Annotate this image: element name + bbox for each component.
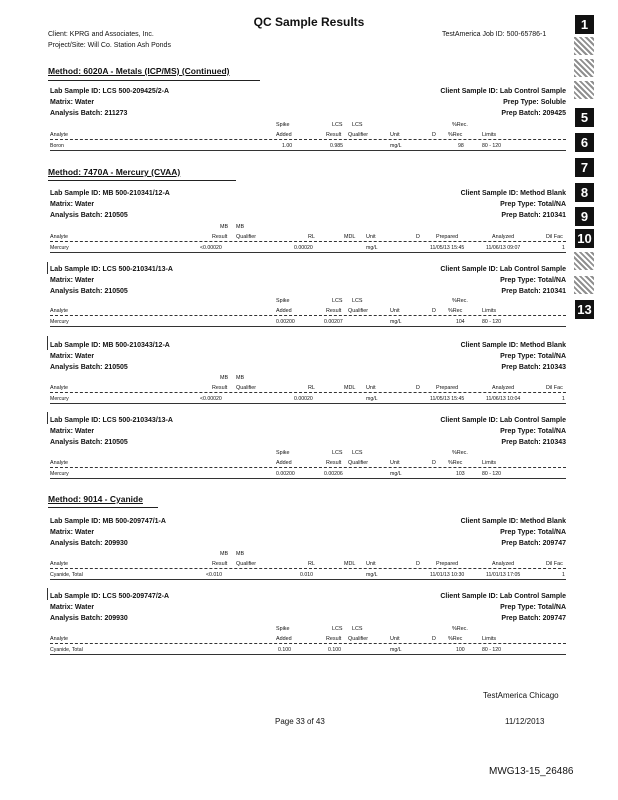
table-row-result: <0.010 (206, 572, 223, 578)
col-added: Added (276, 636, 292, 642)
prep-batch: Prep Batch: 209425 (501, 110, 566, 117)
col-mb: MB (220, 375, 229, 381)
col-analyte: Analyte (50, 132, 68, 138)
col-rec: %Rec (448, 132, 463, 138)
col-rl: RL (308, 561, 315, 567)
col-rec: %Rec (448, 308, 463, 314)
col-limits: Limits (482, 132, 497, 138)
col-spike: Spike (276, 298, 290, 304)
col-result: Result (326, 460, 342, 466)
client-name: Client: KPRG and Associates, Inc. (48, 31, 154, 38)
col-qualifier: Qualifier (348, 636, 369, 642)
analysis-batch: Analysis Batch: 211273 (50, 110, 128, 117)
col-analyte: Analyte (50, 636, 68, 642)
table-row-rec: 103 (456, 471, 465, 477)
method-rule (48, 80, 260, 81)
col-unit: Unit (390, 308, 400, 314)
table-row-dilfac: 1 (562, 396, 565, 402)
col-spike: Spike (276, 122, 290, 128)
col-result: Result (326, 308, 342, 314)
table-row-prepared: 11/01/13 10:30 (430, 572, 465, 578)
col-dilfac: Dil Fac (546, 385, 563, 391)
col-mb: MB (220, 551, 229, 557)
table-row-analyte: Mercury (50, 319, 69, 325)
table-row-rl: 0.00020 (294, 245, 313, 251)
table-row-analyte: Mercury (50, 471, 69, 477)
method-heading-9014: Method: 9014 - Cyanide (48, 494, 143, 504)
col-analyte: Analyte (50, 308, 68, 314)
prep-type: Prep Type: Soluble (503, 99, 566, 106)
matrix: Matrix: Water (50, 529, 95, 536)
col-dilfac: Dil Fac (546, 234, 563, 240)
col-rec-header: %Rec. (452, 626, 468, 632)
method-rule (48, 180, 236, 181)
col-qualifier: Qualifier (236, 561, 257, 567)
col-limits: Limits (482, 460, 497, 466)
col-added: Added (276, 460, 292, 466)
prep-batch: Prep Batch: 210341 (501, 212, 566, 219)
col-qualifier: Qualifier (348, 132, 369, 138)
matrix: Matrix: Water (50, 604, 95, 611)
col-qualifier: Qualifier (236, 385, 257, 391)
client-sample-id: Client Sample ID: Lab Control Sample (440, 417, 566, 424)
col-prepared: Prepared (436, 385, 459, 391)
col-d: D (416, 234, 420, 240)
table-row-analyzed: 11/06/13 10:04 (486, 396, 521, 402)
prep-batch: Prep Batch: 209747 (501, 540, 566, 547)
table-row-analyte: Cyanide, Total (50, 572, 83, 578)
matrix: Matrix: Water (50, 428, 95, 435)
analysis-batch: Analysis Batch: 209930 (50, 540, 128, 547)
col-unit: Unit (390, 636, 400, 642)
col-qualifier: Qualifier (348, 460, 369, 466)
matrix: Matrix: Water (50, 277, 95, 284)
col-prepared: Prepared (436, 234, 459, 240)
col-analyzed: Analyzed (492, 385, 515, 391)
matrix: Matrix: Water (50, 99, 95, 106)
table-row-prepared: 11/05/13 15:45 (430, 245, 465, 251)
footer-date: 11/12/2013 (505, 717, 545, 726)
col-lcs: LCS (332, 626, 343, 632)
table-row-analyzed: 11/01/13 17:05 (486, 572, 521, 578)
analysis-batch: Analysis Batch: 210505 (50, 439, 128, 446)
section-tab-7[interactable]: 7 (575, 158, 594, 177)
col-lcs: LCS (332, 122, 343, 128)
matrix: Matrix: Water (50, 201, 95, 208)
prep-type: Prep Type: Total/NA (500, 353, 566, 360)
col-analyte: Analyte (50, 460, 68, 466)
col-rl: RL (308, 234, 315, 240)
table-row-limits: 80 - 120 (482, 143, 502, 149)
col-dilfac: Dil Fac (546, 561, 563, 567)
col-analyte: Analyte (50, 561, 68, 567)
prep-type: Prep Type: Total/NA (500, 529, 566, 536)
section-tab-3 (574, 59, 594, 77)
col-rl: RL (308, 385, 315, 391)
job-id: TestAmerica Job ID: 500-65786-1 (442, 31, 547, 38)
client-sample-id: Client Sample ID: Method Blank (460, 518, 566, 525)
table-row-result: <0.00020 (200, 396, 222, 402)
col-mdl: MDL (344, 561, 356, 567)
lab-sample-id: Lab Sample ID: LCS 500-210343/13-A (50, 417, 173, 424)
col-limits: Limits (482, 308, 497, 314)
col-rec: %Rec (448, 636, 463, 642)
prep-type: Prep Type: Total/NA (500, 201, 566, 208)
prep-type: Prep Type: Total/NA (500, 428, 566, 435)
lab-sample-id: Lab Sample ID: MB 500-210341/12-A (50, 190, 170, 197)
col-result: Result (212, 234, 228, 240)
client-sample-id: Client Sample ID: Lab Control Sample (440, 593, 566, 600)
col-lcs-2: LCS (352, 298, 363, 304)
table-row-rl: 0.00020 (294, 396, 313, 402)
col-mb-2: MB (236, 224, 245, 230)
table-row-rl: 0.010 (300, 572, 313, 578)
section-tab-2 (574, 37, 594, 55)
col-mdl: MDL (344, 234, 356, 240)
col-mb-2: MB (236, 551, 245, 557)
table-row-analyte: Mercury (50, 245, 69, 251)
table-row-rec: 100 (456, 647, 465, 653)
col-lcs-2: LCS (352, 626, 363, 632)
table-row-spike: 0.100 (278, 647, 291, 653)
table-row-spike: 0.00200 (276, 471, 295, 477)
method-heading-7470a: Method: 7470A - Mercury (CVAA) (48, 167, 181, 177)
section-tab-8[interactable]: 8 (575, 183, 594, 202)
footer-lab: TestAmerica Chicago (483, 691, 559, 700)
table-row-prepared: 11/05/13 15:45 (430, 396, 465, 402)
col-result: Result (326, 636, 342, 642)
col-spike: Spike (276, 626, 290, 632)
col-limits: Limits (482, 636, 497, 642)
table-row-result: 0.985 (330, 143, 343, 149)
section-tab-11 (574, 252, 594, 270)
section-tab-4 (574, 81, 594, 99)
col-mb-2: MB (236, 375, 245, 381)
col-d: D (432, 308, 436, 314)
table-row-result: <0.00020 (200, 245, 222, 251)
col-d: D (416, 561, 420, 567)
table-row-analyzed: 11/06/13 09:07 (486, 245, 521, 251)
col-rec: %Rec (448, 460, 463, 466)
section-tab-9[interactable]: 9 (575, 207, 594, 226)
col-d: D (416, 385, 420, 391)
col-spike: Spike (276, 450, 290, 456)
col-lcs: LCS (332, 298, 343, 304)
lab-sample-id: Lab Sample ID: LCS 500-209425/2-A (50, 88, 170, 95)
client-sample-id: Client Sample ID: Method Blank (460, 342, 566, 349)
prep-type: Prep Type: Total/NA (500, 277, 566, 284)
table-row-rec: 104 (456, 319, 465, 325)
col-added: Added (276, 308, 292, 314)
table-row-unit: mg/L (390, 319, 402, 325)
prep-type: Prep Type: Total/NA (500, 604, 566, 611)
table-row-result: 0.00207 (324, 319, 343, 325)
page-number: Page 33 of 43 (275, 717, 325, 726)
col-rec-header: %Rec. (452, 298, 468, 304)
analysis-batch: Analysis Batch: 209930 (50, 615, 128, 622)
table-row-unit: mg/L (390, 143, 402, 149)
lab-sample-id: Lab Sample ID: LCS 500-210341/13-A (50, 266, 173, 273)
col-d: D (432, 636, 436, 642)
prep-batch: Prep Batch: 210343 (501, 439, 566, 446)
table-row-unit: mg/L (390, 471, 402, 477)
lab-sample-id: Lab Sample ID: MB 500-209747/1-A (50, 518, 166, 525)
table-row-dilfac: 1 (562, 245, 565, 251)
table-row-spike: 1.00 (282, 143, 293, 149)
col-qualifier: Qualifier (236, 234, 257, 240)
client-sample-id: Client Sample ID: Lab Control Sample (440, 88, 566, 95)
col-d: D (432, 132, 436, 138)
col-rec-header: %Rec. (452, 450, 468, 456)
table-row-rec: 98 (458, 143, 464, 149)
table-row-spike: 0.00200 (276, 319, 295, 325)
col-lcs-2: LCS (352, 122, 363, 128)
lab-sample-id: Lab Sample ID: LCS 500-209747/2-A (50, 593, 170, 600)
client-sample-id: Client Sample ID: Lab Control Sample (440, 266, 566, 273)
project-site: Project/Site: Will Co. Station Ash Ponds (48, 42, 171, 49)
col-analyzed: Analyzed (492, 561, 515, 567)
prep-batch: Prep Batch: 209747 (501, 615, 566, 622)
section-tab-12 (574, 276, 594, 294)
col-lcs-2: LCS (352, 450, 363, 456)
table-row-limits: 80 - 120 (482, 647, 502, 653)
col-prepared: Prepared (436, 561, 459, 567)
col-analyzed: Analyzed (492, 234, 515, 240)
col-unit: Unit (366, 385, 376, 391)
col-unit: Unit (366, 561, 376, 567)
matrix: Matrix: Water (50, 353, 95, 360)
col-mdl: MDL (344, 385, 356, 391)
page-title: QC Sample Results (253, 15, 365, 29)
col-rec-header: %Rec. (452, 122, 468, 128)
col-unit: Unit (390, 460, 400, 466)
table-row-analyte: Mercury (50, 396, 69, 402)
section-tab-6[interactable]: 6 (575, 133, 594, 152)
section-tab-1[interactable]: 1 (575, 15, 594, 34)
col-unit: Unit (366, 234, 376, 240)
col-result: Result (212, 561, 228, 567)
table-row-dilfac: 1 (562, 572, 565, 578)
col-added: Added (276, 132, 292, 138)
analysis-batch: Analysis Batch: 210505 (50, 288, 128, 295)
col-analyte: Analyte (50, 385, 68, 391)
table-row-unit: mg/L (390, 647, 402, 653)
col-d: D (432, 460, 436, 466)
table-row-unit: mg/L (366, 396, 378, 402)
method-rule (48, 507, 158, 508)
client-sample-id: Client Sample ID: Method Blank (460, 190, 566, 197)
method-heading-6020a: Method: 6020A - Metals (ICP/MS) (Continued) (48, 66, 230, 76)
col-unit: Unit (390, 132, 400, 138)
col-analyte: Analyte (50, 234, 68, 240)
lab-sample-id: Lab Sample ID: MB 500-210343/12-A (50, 342, 170, 349)
col-result: Result (212, 385, 228, 391)
col-lcs: LCS (332, 450, 343, 456)
table-row-analyte: Cyanide, Total (50, 647, 83, 653)
table-row-unit: mg/L (366, 245, 378, 251)
table-row-result: 0.100 (328, 647, 341, 653)
section-tab-13[interactable]: 13 (575, 300, 594, 319)
col-mb: MB (220, 224, 229, 230)
prep-batch: Prep Batch: 210343 (501, 364, 566, 371)
analysis-batch: Analysis Batch: 210505 (50, 364, 128, 371)
table-row-analyte: Boron (50, 143, 64, 149)
col-result: Result (326, 132, 342, 138)
section-tab-10[interactable]: 10 (575, 229, 594, 248)
table-row-unit: mg/L (366, 572, 378, 578)
prep-batch: Prep Batch: 210341 (501, 288, 566, 295)
section-tab-5[interactable]: 5 (575, 108, 594, 127)
col-qualifier: Qualifier (348, 308, 369, 314)
table-row-result: 0.00206 (324, 471, 343, 477)
table-row-limits: 80 - 120 (482, 471, 502, 477)
table-row-limits: 80 - 120 (482, 319, 502, 325)
analysis-batch: Analysis Batch: 210505 (50, 212, 128, 219)
document-stamp: MWG13-15_26486 (489, 766, 574, 777)
